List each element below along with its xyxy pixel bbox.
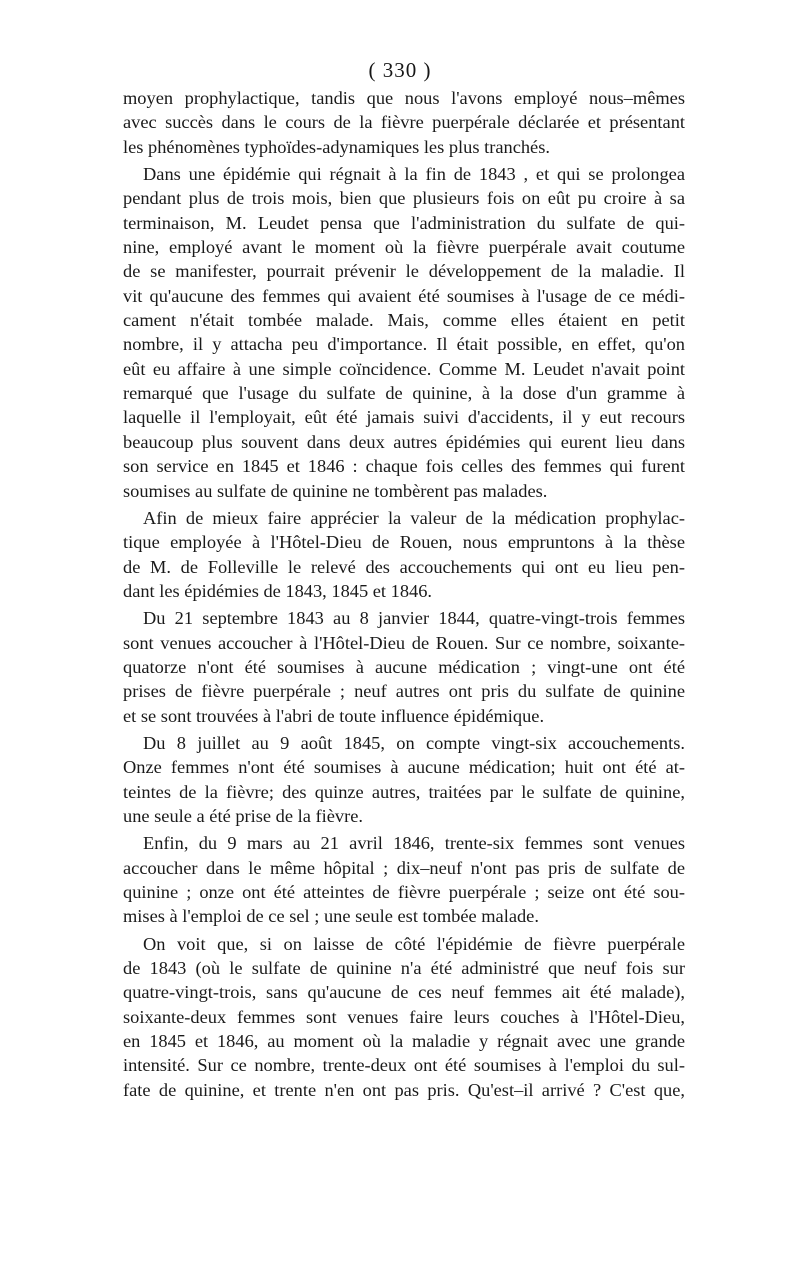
- paragraph-2: [123, 162, 685, 503]
- text-line: son service en 1845 et 1846 : chaque fois celles des femmes qui furent: [123, 456, 685, 477]
- text-line: eût eu affaire à une simple coïncidence. Comme M. Leudet n'avait point: [123, 358, 685, 379]
- text-line: nine, employé avant le moment où la fièvre puerpérale avait coutume: [123, 237, 685, 258]
- text-line: en 1845 et 1846, au moment où la maladie y régnait avec une grande: [123, 1031, 685, 1052]
- text-line: remarqué que l'usage du sulfate de quinine, à la dose d'un gramme à: [123, 383, 685, 404]
- text-line: prises de fièvre puerpérale ; neuf autres ont pris du sulfate de quinine: [123, 681, 685, 702]
- text-line: une seule a été prise de la fièvre.: [123, 805, 363, 826]
- text-line: mises à l'emploi de ce sel ; une seule est tombée malade.: [123, 906, 539, 927]
- text-line: intensité. Sur ce nombre, trente-deux ont été soumises à l'emploi du sul-: [123, 1055, 685, 1076]
- text-line: de M. de Folleville le relevé des accouchements qui ont eu lieu pen-: [123, 556, 685, 577]
- paragraph-1: [123, 86, 685, 159]
- text-line: soixante-deux femmes sont venues faire leurs couches à l'Hôtel-Dieu,: [123, 1006, 685, 1027]
- text-line: moyen prophylactique, tandis que nous l'avons employé nous–mêmes: [123, 88, 685, 108]
- paragraph-3: [123, 506, 685, 603]
- text-line: dant les épidémies de 1843, 1845 et 1846.: [123, 580, 433, 601]
- text-line: Dans une épidémie qui régnait à la fin de 1843 , et qui se prolongea: [143, 164, 685, 185]
- text-line: avec succès dans le cours de la fièvre puerpérale déclarée et présentant: [123, 112, 685, 133]
- text-line: Enfin, du 9 mars au 21 avril 1846, trente-six femmes sont venues: [143, 833, 685, 854]
- text-line: vit qu'aucune des femmes qui avaient été soumises à l'usage de ce médi-: [123, 285, 685, 306]
- text-line: terminaison, M. Leudet pensa que l'administration du sulfate de qui-: [123, 212, 685, 233]
- text-line: de se manifester, pourrait prévenir le développement de la maladie. Il: [123, 261, 685, 282]
- text-line: les phénomènes typhoïdes-adynamiques les plus tranchés.: [123, 136, 550, 157]
- text-line: On voit que, si on laisse de côté l'épidémie de fièvre puerpérale: [143, 933, 685, 954]
- body-text: [123, 86, 685, 1105]
- text-line: cament n'était tombée malade. Mais, comme elles étaient en petit: [123, 310, 685, 331]
- text-line: de 1843 (où le sulfate de quinine n'a été administré que neuf fois sur: [123, 958, 685, 979]
- text-line: pendant plus de trois mois, bien que plusieurs fois on eût pu croire à sa: [123, 188, 685, 209]
- text-line: accoucher dans le même hôpital ; dix–neuf n'ont pas pris de sulfate de: [123, 857, 685, 878]
- text-line: soumises au sulfate de quinine ne tombèrent pas malades.: [123, 480, 548, 501]
- text-line: fate de quinine, et trente n'en ont pas pris. Qu'est–il arrivé ? C'est que,: [123, 1079, 685, 1100]
- text-line: tique employée à l'Hôtel-Dieu de Rouen, nous empruntons à la thèse: [123, 532, 685, 553]
- text-line: teintes de la fièvre; des quinze autres, traitées par le sulfate de quinine,: [123, 781, 685, 802]
- text-line: Afin de mieux faire apprécier la valeur de la médication prophylac-: [143, 507, 685, 528]
- text-line: quinine ; onze ont été atteintes de fièvre puerpérale ; seize ont été sou-: [123, 882, 685, 902]
- text-line: Du 8 juillet au 9 août 1845, on compte vingt-six accouchements.: [143, 732, 685, 753]
- paragraph-7: [123, 932, 685, 1102]
- text-line: laquelle il l'employait, eût été jamais suivi d'accidents, il y eut recours: [123, 407, 685, 428]
- page-number: ( 330 ): [368, 58, 432, 82]
- text-line: quatre-vingt-trois, sans qu'aucune de ces neuf femmes ait été malade),: [123, 982, 685, 1003]
- text-line: quatorze n'ont été soumises à aucune médication ; vingt-une ont été: [123, 656, 685, 677]
- text-line: Du 21 septembre 1843 au 8 janvier 1844, quatre-vingt-trois femmes: [143, 608, 685, 629]
- text-line: Onze femmes n'ont été soumises à aucune médication; huit ont été at-: [123, 757, 685, 778]
- paragraph-5: [123, 731, 685, 828]
- paragraph-6: [123, 831, 685, 928]
- text-line: sont venues accoucher à l'Hôtel-Dieu de Rouen. Sur ce nombre, soixante-: [123, 632, 685, 653]
- text-line: et se sont trouvées à l'abri de toute influence épidémique.: [123, 705, 545, 726]
- text-line: nombre, il y attacha peu d'importance. Il était possible, en effet, qu'on: [123, 334, 685, 355]
- text-line: beaucoup plus souvent dans deux autres épidémies qui eurent lieu dans: [123, 431, 685, 452]
- paragraph-4: [123, 606, 685, 728]
